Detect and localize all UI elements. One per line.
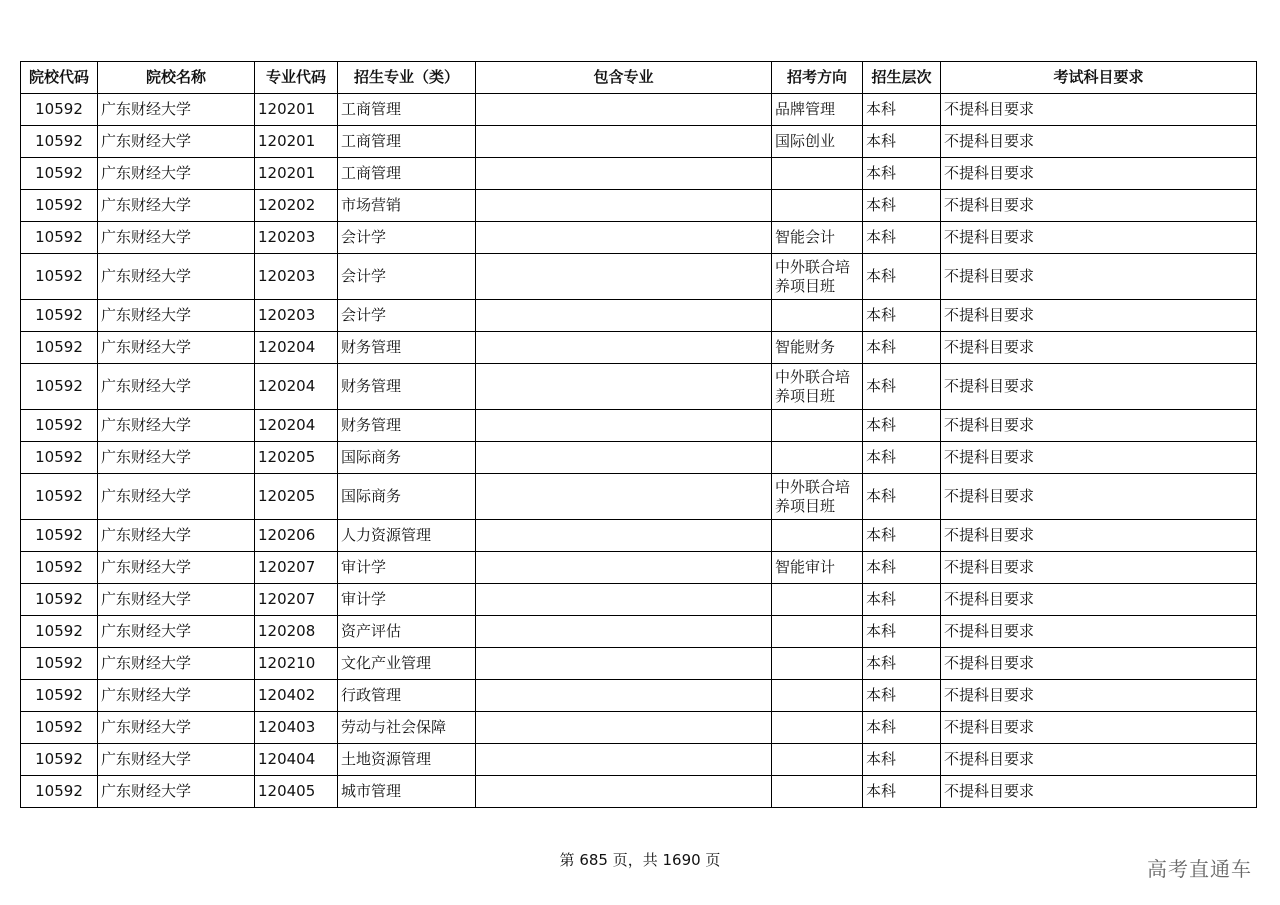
cell-level: 本科 [863,776,941,808]
cell-subject-requirement: 不提科目要求 [941,222,1257,254]
cell-subject-requirement: 不提科目要求 [941,410,1257,442]
cell-school-name: 广东财经大学 [98,300,255,332]
table-row [21,648,1257,680]
cell-school-code: 10592 [21,254,98,300]
cell-level: 本科 [863,474,941,520]
cell-school-code: 10592 [21,712,98,744]
table-row [21,552,1257,584]
table-row [21,776,1257,808]
cell-direction: 智能审计 [772,552,863,584]
cell-level: 本科 [863,648,941,680]
cell-subject-requirement: 不提科目要求 [941,776,1257,808]
table-row [21,300,1257,332]
table-row [21,222,1257,254]
table-row [21,364,1257,410]
cell-subject-requirement: 不提科目要求 [941,584,1257,616]
table-row [21,744,1257,776]
cell-school-code: 10592 [21,552,98,584]
cell-school-name: 广东财经大学 [98,190,255,222]
cell-level: 本科 [863,364,941,410]
cell-major-code: 120210 [255,648,338,680]
cell-major: 国际商务 [338,474,476,520]
header-school-name: 院校名称 [98,62,255,94]
table-row [21,584,1257,616]
cell-included-majors [476,474,772,520]
cell-subject-requirement: 不提科目要求 [941,158,1257,190]
enrollment-table [20,61,1257,808]
cell-level: 本科 [863,300,941,332]
header-major-code: 专业代码 [255,62,338,94]
cell-school-code: 10592 [21,776,98,808]
cell-school-code: 10592 [21,158,98,190]
cell-included-majors [476,712,772,744]
cell-school-name: 广东财经大学 [98,744,255,776]
cell-school-name: 广东财经大学 [98,254,255,300]
cell-level: 本科 [863,552,941,584]
cell-subject-requirement: 不提科目要求 [941,254,1257,300]
cell-subject-requirement: 不提科目要求 [941,300,1257,332]
cell-included-majors [476,680,772,712]
cell-major: 财务管理 [338,410,476,442]
cell-direction [772,520,863,552]
cell-major: 工商管理 [338,158,476,190]
table-row [21,254,1257,300]
header-included-majors: 包含专业 [476,62,772,94]
cell-school-code: 10592 [21,680,98,712]
cell-subject-requirement: 不提科目要求 [941,442,1257,474]
cell-school-code: 10592 [21,744,98,776]
cell-major: 劳动与社会保障 [338,712,476,744]
cell-school-name: 广东财经大学 [98,332,255,364]
cell-school-name: 广东财经大学 [98,520,255,552]
table-row [21,442,1257,474]
table-row [21,520,1257,552]
cell-level: 本科 [863,126,941,158]
cell-direction [772,744,863,776]
cell-major: 财务管理 [338,332,476,364]
cell-major-code: 120405 [255,776,338,808]
cell-major-code: 120203 [255,300,338,332]
cell-direction [772,776,863,808]
cell-school-name: 广东财经大学 [98,474,255,520]
cell-school-code: 10592 [21,94,98,126]
cell-major: 审计学 [338,552,476,584]
cell-included-majors [476,552,772,584]
cell-school-name: 广东财经大学 [98,776,255,808]
cell-school-code: 10592 [21,410,98,442]
cell-school-name: 广东财经大学 [98,222,255,254]
cell-major-code: 120203 [255,254,338,300]
cell-subject-requirement: 不提科目要求 [941,744,1257,776]
cell-included-majors [476,222,772,254]
cell-major: 市场营销 [338,190,476,222]
cell-major: 资产评估 [338,616,476,648]
cell-direction: 中外联合培养项目班 [772,474,863,520]
cell-major-code: 120205 [255,442,338,474]
cell-major: 工商管理 [338,94,476,126]
cell-direction: 品牌管理 [772,94,863,126]
cell-subject-requirement: 不提科目要求 [941,520,1257,552]
cell-direction [772,158,863,190]
cell-level: 本科 [863,190,941,222]
cell-school-code: 10592 [21,584,98,616]
cell-major-code: 120204 [255,410,338,442]
cell-major-code: 120207 [255,552,338,584]
cell-included-majors [476,648,772,680]
header-major: 招生专业（类） [338,62,476,94]
cell-direction [772,680,863,712]
cell-included-majors [476,332,772,364]
cell-major-code: 120202 [255,190,338,222]
cell-major-code: 120403 [255,712,338,744]
table-row [21,94,1257,126]
cell-level: 本科 [863,584,941,616]
cell-school-name: 广东财经大学 [98,648,255,680]
cell-school-name: 广东财经大学 [98,158,255,190]
cell-major-code: 120206 [255,520,338,552]
cell-included-majors [476,410,772,442]
cell-major-code: 120201 [255,94,338,126]
header-subject-requirement: 考试科目要求 [941,62,1257,94]
cell-major-code: 120205 [255,474,338,520]
cell-major: 财务管理 [338,364,476,410]
cell-included-majors [476,254,772,300]
cell-subject-requirement: 不提科目要求 [941,332,1257,364]
cell-school-code: 10592 [21,332,98,364]
cell-direction: 中外联合培养项目班 [772,364,863,410]
cell-subject-requirement: 不提科目要求 [941,474,1257,520]
cell-subject-requirement: 不提科目要求 [941,364,1257,410]
cell-subject-requirement: 不提科目要求 [941,712,1257,744]
cell-direction [772,584,863,616]
cell-included-majors [476,584,772,616]
cell-school-code: 10592 [21,616,98,648]
cell-school-name: 广东财经大学 [98,126,255,158]
cell-level: 本科 [863,712,941,744]
cell-included-majors [476,744,772,776]
cell-school-name: 广东财经大学 [98,410,255,442]
cell-major-code: 120402 [255,680,338,712]
cell-included-majors [476,442,772,474]
table-row [21,474,1257,520]
cell-school-name: 广东财经大学 [98,442,255,474]
cell-major: 工商管理 [338,126,476,158]
cell-school-code: 10592 [21,474,98,520]
cell-major-code: 120204 [255,364,338,410]
cell-level: 本科 [863,158,941,190]
cell-school-name: 广东财经大学 [98,680,255,712]
cell-school-code: 10592 [21,520,98,552]
cell-major: 文化产业管理 [338,648,476,680]
cell-direction [772,300,863,332]
cell-school-code: 10592 [21,126,98,158]
cell-direction [772,442,863,474]
cell-subject-requirement: 不提科目要求 [941,126,1257,158]
cell-school-code: 10592 [21,648,98,680]
cell-included-majors [476,126,772,158]
cell-major: 审计学 [338,584,476,616]
cell-subject-requirement: 不提科目要求 [941,552,1257,584]
cell-major: 国际商务 [338,442,476,474]
cell-level: 本科 [863,94,941,126]
cell-level: 本科 [863,744,941,776]
table-row [21,410,1257,442]
cell-direction: 智能财务 [772,332,863,364]
watermark: 高考直通车 [1147,857,1252,881]
cell-direction [772,190,863,222]
cell-included-majors [476,364,772,410]
cell-major: 行政管理 [338,680,476,712]
cell-included-majors [476,776,772,808]
table-row [21,680,1257,712]
cell-school-code: 10592 [21,300,98,332]
cell-direction [772,712,863,744]
cell-level: 本科 [863,680,941,712]
cell-school-name: 广东财经大学 [98,94,255,126]
cell-major-code: 120404 [255,744,338,776]
cell-direction [772,648,863,680]
cell-major-code: 120201 [255,126,338,158]
cell-level: 本科 [863,520,941,552]
cell-school-code: 10592 [21,190,98,222]
table-row [21,712,1257,744]
header-school-code: 院校代码 [21,62,98,94]
cell-major-code: 120204 [255,332,338,364]
cell-major-code: 120207 [255,584,338,616]
cell-major: 会计学 [338,300,476,332]
cell-included-majors [476,520,772,552]
header-direction: 招考方向 [772,62,863,94]
header-row [21,62,1257,94]
header-level: 招生层次 [863,62,941,94]
cell-direction: 国际创业 [772,126,863,158]
cell-major: 土地资源管理 [338,744,476,776]
cell-school-name: 广东财经大学 [98,616,255,648]
cell-major: 会计学 [338,254,476,300]
cell-major-code: 120203 [255,222,338,254]
cell-subject-requirement: 不提科目要求 [941,648,1257,680]
cell-direction: 中外联合培养项目班 [772,254,863,300]
table-row [21,190,1257,222]
cell-school-code: 10592 [21,442,98,474]
cell-included-majors [476,94,772,126]
table-row [21,616,1257,648]
cell-major-code: 120201 [255,158,338,190]
cell-direction [772,616,863,648]
cell-major: 人力资源管理 [338,520,476,552]
table-row [21,158,1257,190]
cell-major: 城市管理 [338,776,476,808]
page-number: 第 685 页，共 1690 页 [559,851,721,869]
cell-school-code: 10592 [21,222,98,254]
cell-major-code: 120208 [255,616,338,648]
cell-subject-requirement: 不提科目要求 [941,94,1257,126]
cell-level: 本科 [863,332,941,364]
cell-school-name: 广东财经大学 [98,364,255,410]
cell-school-code: 10592 [21,364,98,410]
cell-level: 本科 [863,442,941,474]
cell-school-name: 广东财经大学 [98,712,255,744]
cell-school-name: 广东财经大学 [98,584,255,616]
cell-included-majors [476,300,772,332]
cell-subject-requirement: 不提科目要求 [941,616,1257,648]
cell-level: 本科 [863,254,941,300]
cell-included-majors [476,616,772,648]
table-row [21,126,1257,158]
table-row [21,332,1257,364]
cell-included-majors [476,190,772,222]
cell-subject-requirement: 不提科目要求 [941,680,1257,712]
cell-subject-requirement: 不提科目要求 [941,190,1257,222]
cell-level: 本科 [863,410,941,442]
cell-level: 本科 [863,222,941,254]
cell-included-majors [476,158,772,190]
cell-major: 会计学 [338,222,476,254]
cell-direction [772,410,863,442]
cell-school-name: 广东财经大学 [98,552,255,584]
cell-direction: 智能会计 [772,222,863,254]
cell-level: 本科 [863,616,941,648]
